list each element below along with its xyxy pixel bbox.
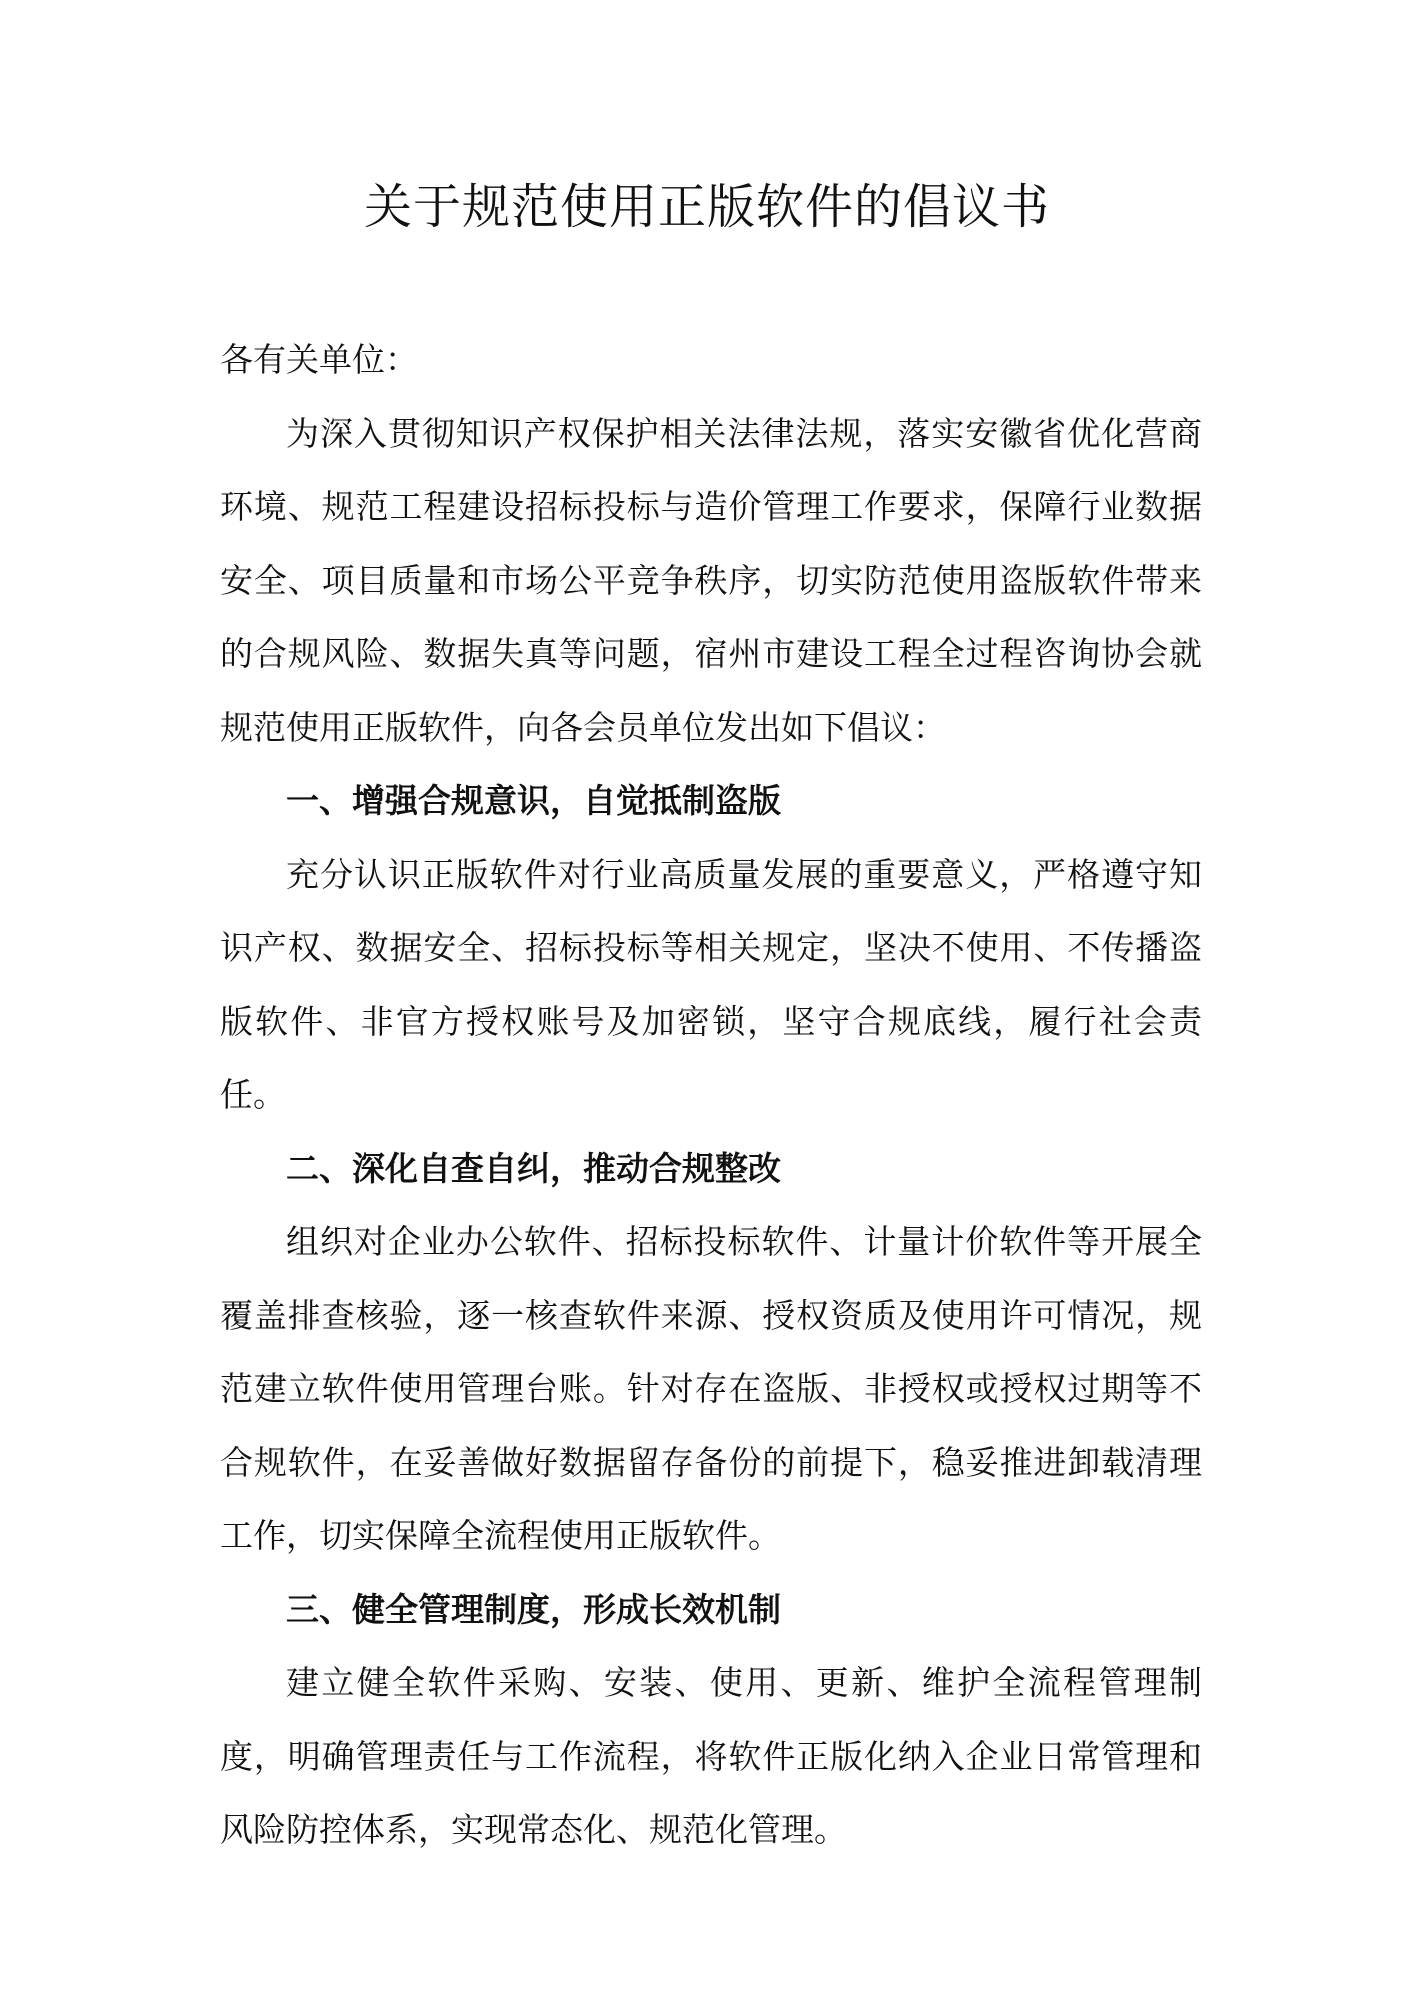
section-body-3: 建立健全软件采购、安装、使用、更新、维护全流程管理制度，明确管理责任与工作流程，将软件正版化纳入企业日常管理和风险防控体系，实现常态化、规范化管理。 — [220, 1663, 1202, 1849]
section-body-2: 组织对企业办公软件、招标投标软件、计量计价软件等开展全覆盖排查核验，逐一核查软件来源、授权资质及使用许可情况，规范建立软件使用管理台账。针对存在盗版、非授权或授权过期等不合规软件，在妥善做好数据留存备份的前提下，稳妥推进卸载清理工作，切实保障全流程使用正版软件。 — [220, 1222, 1202, 1555]
section-body-1: 充分认识正版软件对行业高质量发展的重要意义，严格遵守知识产权、数据安全、招标投标等相关规定，坚决不使用、不传播盗版软件、非官方授权账号及加密锁，坚守合规底线，履行社会责任。 — [220, 854, 1202, 1114]
section-heading-3: 三、健全管理制度，形成长效机制 — [286, 1589, 781, 1629]
salutation: 各有关单位： — [220, 340, 418, 379]
section-heading-1: 一、增强合规意识，自觉抵制盗版 — [286, 781, 781, 820]
document-body — [220, 323, 1202, 1867]
intro-paragraph: 为深入贯彻知识产权保护相关法律法规，落实安徽省优化营商环境、规范工程建设招标投标与造价管理工作要求，保障行业数据安全、项目质量和市场公平竞争秩序，切实防范使用盗版软件带来的合规风险、数据失真等问题，宿州市建设工程全过程咨询协会就规范使用正版软件，向各会员单位发出如下倡议： — [220, 413, 1202, 747]
section-heading-2: 二、深化自查自纠，推动合规整改 — [286, 1148, 781, 1188]
document-title: 关于规范使用正版软件的倡议书 — [363, 179, 1050, 235]
